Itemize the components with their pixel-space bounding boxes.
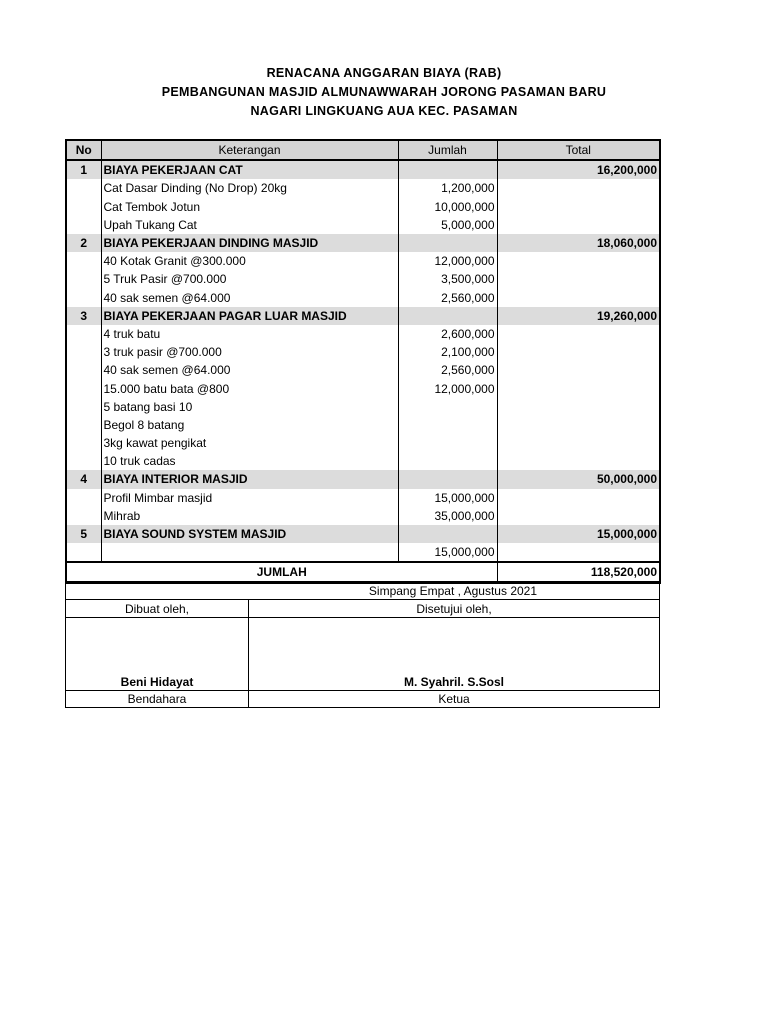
item-row xyxy=(66,289,660,307)
column-header-keterangan: Keterangan xyxy=(101,140,398,160)
item-description: 40 sak semen @64.000 xyxy=(101,361,398,379)
document-location: NAGARI LINGKUANG AUA KEC. PASAMAN xyxy=(250,104,518,118)
item-row xyxy=(66,343,660,361)
item-description: Mihrab xyxy=(101,507,398,525)
item-row xyxy=(66,216,660,234)
section-number: 5 xyxy=(66,525,101,543)
item-amount: 2,100,000 xyxy=(398,343,497,361)
grand-total-row xyxy=(66,562,660,582)
item-amount: 15,000,000 xyxy=(398,543,497,562)
item-row xyxy=(66,434,660,452)
section-total: 15,000,000 xyxy=(497,525,660,543)
document-subtitle: PEMBANGUNAN MASJID ALMUNAWWARAH JORONG PASAMAN BARU xyxy=(161,85,607,99)
section-row xyxy=(66,470,660,488)
section-title: BIAYA PEKERJAAN DINDING MASJID xyxy=(101,234,398,252)
made-by-label: Dibuat oleh, xyxy=(66,600,249,618)
signature-table xyxy=(65,581,660,708)
section-amount-cell xyxy=(398,307,497,325)
section-number: 4 xyxy=(66,470,101,488)
section-amount-cell xyxy=(398,234,497,252)
document-title: RENACANA ANGGARAN BIAYA (RAB) xyxy=(266,66,502,80)
made-by-name: Beni Hidayat xyxy=(66,618,249,691)
item-amount: 12,000,000 xyxy=(398,252,497,270)
grand-total-value: 118,520,000 xyxy=(497,562,660,582)
item-amount: 5,000,000 xyxy=(398,216,497,234)
item-description: 3kg kawat pengikat xyxy=(101,434,398,452)
item-description: Cat Dasar Dinding (No Drop) 20kg xyxy=(101,179,398,197)
signature-position-row xyxy=(66,691,660,708)
section-title: BIAYA PEKERJAAN CAT xyxy=(101,160,398,179)
column-header-no: No xyxy=(66,140,101,160)
item-amount: 1,200,000 xyxy=(398,179,497,197)
approved-by-name: M. Syahril. S.Sosl xyxy=(249,618,660,691)
signature-place-row xyxy=(66,582,660,600)
item-description xyxy=(101,543,398,562)
grand-total-label: JUMLAH xyxy=(66,562,497,582)
item-description: Cat Tembok Jotun xyxy=(101,198,398,216)
section-amount-cell xyxy=(398,470,497,488)
item-description: 5 Truk Pasir @700.000 xyxy=(101,270,398,288)
place-date: Simpang Empat , Agustus 2021 xyxy=(66,582,660,600)
item-description: 40 Kotak Granit @300.000 xyxy=(101,252,398,270)
item-row xyxy=(66,507,660,525)
item-row xyxy=(66,270,660,288)
item-row xyxy=(66,452,660,470)
made-by-position: Bendahara xyxy=(66,691,249,708)
item-row xyxy=(66,379,660,397)
column-header-jumlah: Jumlah xyxy=(398,140,497,160)
item-amount: 35,000,000 xyxy=(398,507,497,525)
item-amount: 2,600,000 xyxy=(398,325,497,343)
section-amount-cell xyxy=(398,160,497,179)
item-amount: 2,560,000 xyxy=(398,361,497,379)
section-number: 2 xyxy=(66,234,101,252)
section-total: 19,260,000 xyxy=(497,307,660,325)
section-total: 50,000,000 xyxy=(497,470,660,488)
item-amount: 3,500,000 xyxy=(398,270,497,288)
item-description: 15.000 batu bata @800 xyxy=(101,379,398,397)
section-title: BIAYA SOUND SYSTEM MASJID xyxy=(101,525,398,543)
item-row xyxy=(66,416,660,434)
section-amount-cell xyxy=(398,525,497,543)
section-row xyxy=(66,307,660,325)
item-row xyxy=(66,198,660,216)
section-row xyxy=(66,525,660,543)
item-description: 5 batang basi 10 xyxy=(101,398,398,416)
signature-role-row xyxy=(66,600,660,618)
item-row xyxy=(66,179,660,197)
item-description: 10 truk cadas xyxy=(101,452,398,470)
table-header-row xyxy=(66,140,660,160)
item-description: 40 sak semen @64.000 xyxy=(101,289,398,307)
section-title: BIAYA PEKERJAAN PAGAR LUAR MASJID xyxy=(101,307,398,325)
section-total: 18,060,000 xyxy=(497,234,660,252)
section-title: BIAYA INTERIOR MASJID xyxy=(101,470,398,488)
item-row xyxy=(66,489,660,507)
item-row xyxy=(66,398,660,416)
item-description: Begol 8 batang xyxy=(101,416,398,434)
budget-table-body xyxy=(66,160,660,582)
item-amount xyxy=(398,452,497,470)
section-total: 16,200,000 xyxy=(497,160,660,179)
item-row xyxy=(66,252,660,270)
approved-by-position: Ketua xyxy=(249,691,660,708)
item-amount: 12,000,000 xyxy=(398,379,497,397)
section-row xyxy=(66,234,660,252)
item-amount: 2,560,000 xyxy=(398,289,497,307)
item-row xyxy=(66,325,660,343)
item-amount: 10,000,000 xyxy=(398,198,497,216)
section-number: 3 xyxy=(66,307,101,325)
item-row xyxy=(66,543,660,562)
section-row xyxy=(66,160,660,179)
item-amount xyxy=(398,398,497,416)
budget-table xyxy=(65,139,661,584)
item-amount xyxy=(398,434,497,452)
item-amount: 15,000,000 xyxy=(398,489,497,507)
approved-by-label: Disetujui oleh, xyxy=(249,600,660,618)
section-number: 1 xyxy=(66,160,101,179)
column-header-total: Total xyxy=(497,140,660,160)
item-amount xyxy=(398,416,497,434)
item-description: 3 truk pasir @700.000 xyxy=(101,343,398,361)
item-row xyxy=(66,361,660,379)
item-description: Upah Tukang Cat xyxy=(101,216,398,234)
signature-space-row xyxy=(66,618,660,691)
item-description: 4 truk batu xyxy=(101,325,398,343)
item-description: Profil Mimbar masjid xyxy=(101,489,398,507)
